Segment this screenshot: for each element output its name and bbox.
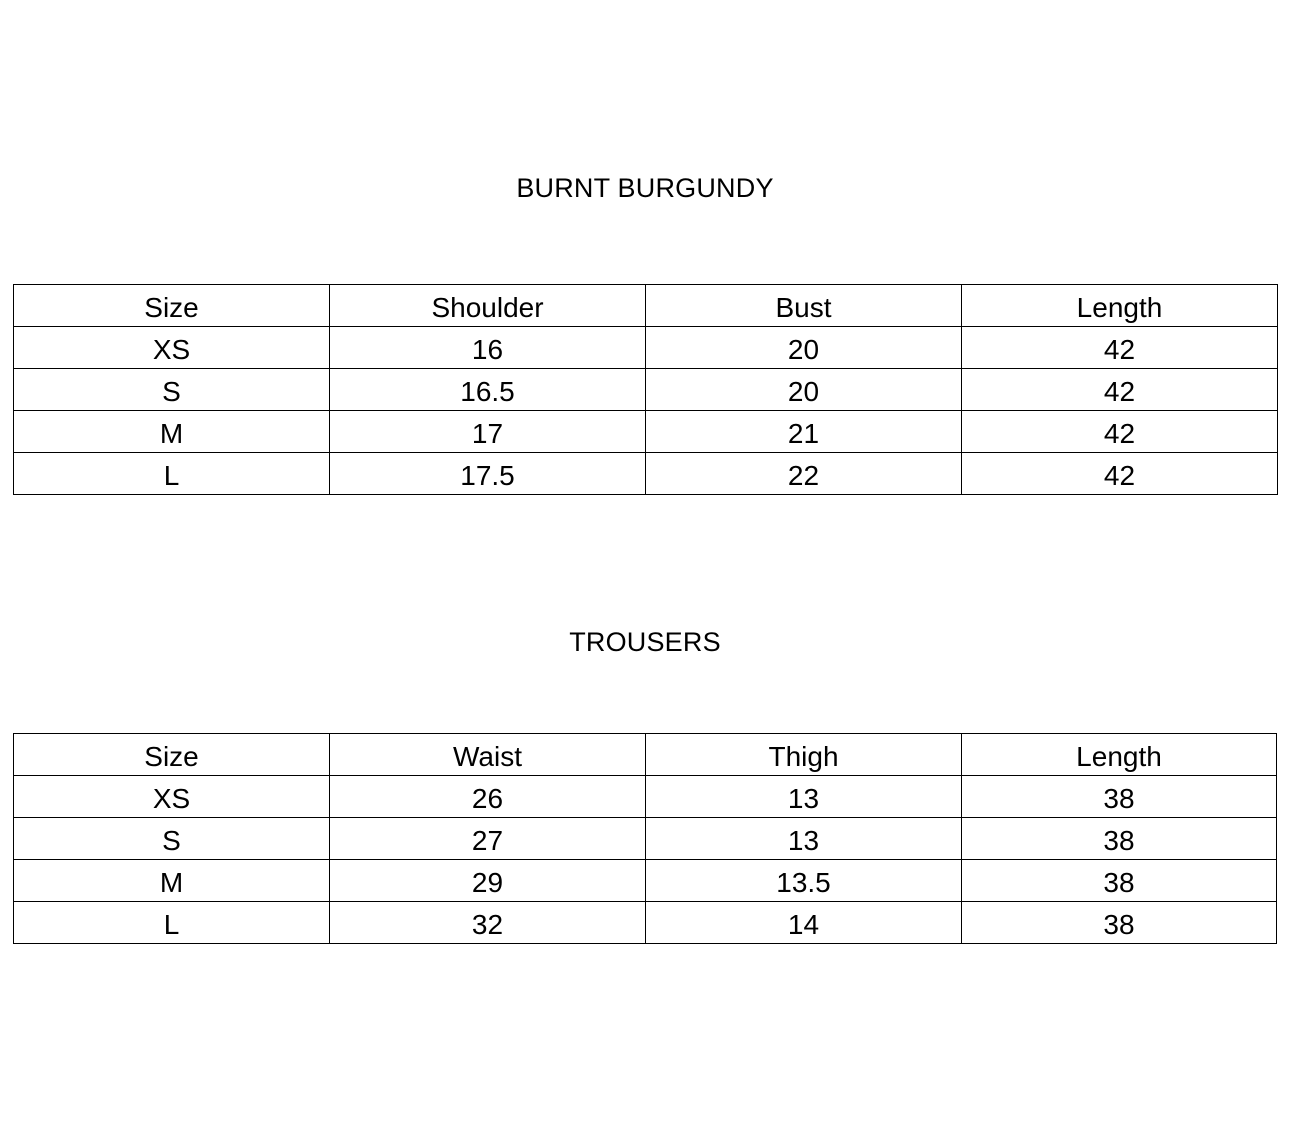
column-header-bust: Bust xyxy=(646,285,962,327)
table-cell: 29 xyxy=(330,860,646,902)
table-cell: 26 xyxy=(330,776,646,818)
table-cell: S xyxy=(14,369,330,411)
column-header-waist: Waist xyxy=(330,734,646,776)
table-cell: S xyxy=(14,818,330,860)
table-row xyxy=(14,411,1278,453)
table-cell: 38 xyxy=(962,776,1277,818)
size-table-burnt-burgundy xyxy=(13,284,1278,495)
table-cell: 42 xyxy=(962,453,1278,495)
table-cell: 42 xyxy=(962,411,1278,453)
table-cell: 14 xyxy=(646,902,962,944)
column-header-thigh: Thigh xyxy=(646,734,962,776)
table-cell: 38 xyxy=(962,902,1277,944)
section-title-trousers: TROUSERS xyxy=(569,627,721,657)
table-cell: XS xyxy=(14,327,330,369)
table-cell: 22 xyxy=(646,453,962,495)
table-cell: M xyxy=(14,411,330,453)
column-header-shoulder: Shoulder xyxy=(330,285,646,327)
table-row xyxy=(14,902,1277,944)
table-cell: 21 xyxy=(646,411,962,453)
table-row xyxy=(14,453,1278,495)
table-cell: 20 xyxy=(646,369,962,411)
table-cell: 20 xyxy=(646,327,962,369)
table-cell: 17 xyxy=(330,411,646,453)
table-cell: 27 xyxy=(330,818,646,860)
table-cell: 16.5 xyxy=(330,369,646,411)
table-cell: 16 xyxy=(330,327,646,369)
table-cell: 42 xyxy=(962,369,1278,411)
table-cell: 13 xyxy=(646,818,962,860)
table-row xyxy=(14,776,1277,818)
table-cell: 13 xyxy=(646,776,962,818)
table-cell: 13.5 xyxy=(646,860,962,902)
table-cell: 38 xyxy=(962,818,1277,860)
table-cell: L xyxy=(14,902,330,944)
table-cell: XS xyxy=(14,776,330,818)
column-header-length: Length xyxy=(962,734,1277,776)
column-header-size: Size xyxy=(14,734,330,776)
table-row xyxy=(14,369,1278,411)
table-row xyxy=(14,818,1277,860)
size-table-trousers xyxy=(13,733,1277,944)
table-cell: 42 xyxy=(962,327,1278,369)
table-row xyxy=(14,327,1278,369)
table-cell: L xyxy=(14,453,330,495)
table-header-row xyxy=(14,285,1278,327)
table-cell: M xyxy=(14,860,330,902)
table-cell: 32 xyxy=(330,902,646,944)
table-row xyxy=(14,860,1277,902)
section-title-burnt-burgundy: BURNT BURGUNDY xyxy=(516,173,774,203)
column-header-length: Length xyxy=(962,285,1278,327)
column-header-size: Size xyxy=(14,285,330,327)
table-cell: 17.5 xyxy=(330,453,646,495)
table-header-row xyxy=(14,734,1277,776)
table-cell: 38 xyxy=(962,860,1277,902)
